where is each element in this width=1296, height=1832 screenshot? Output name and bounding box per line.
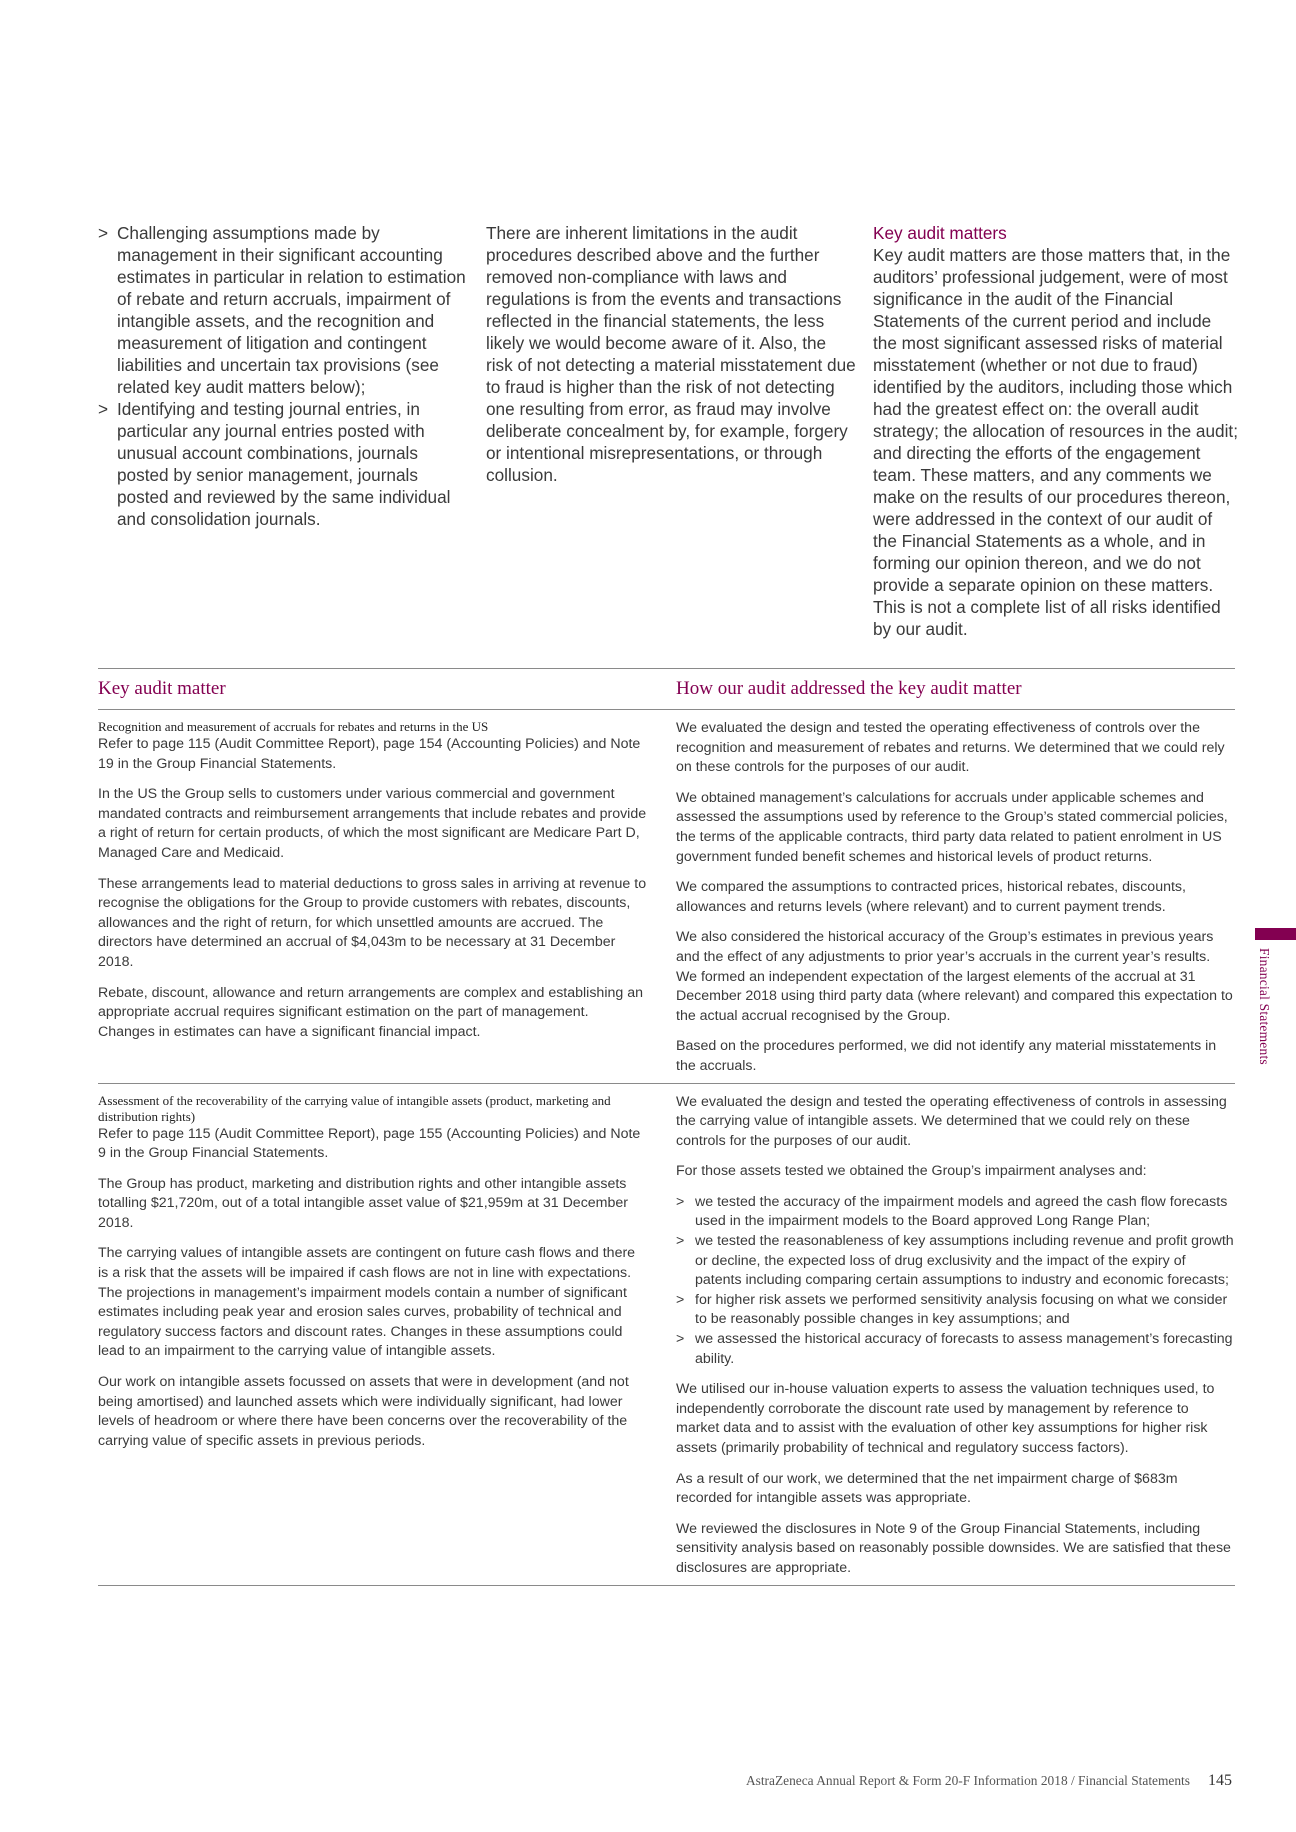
list-item: > for higher risk assets we performed sensitivity analysis focusing on what we consider to be reasonably possible changes in key assumptions; and (676, 1291, 1235, 1330)
table-row (98, 1084, 1235, 1585)
row-1-left-para: Rebate, discount, allowance and return arrangements are complex and establishing an appropriate accrual requires significant estimation on the part of management. Changes in estimates can have a significant financial impact. (98, 984, 643, 1040)
row-1-title: Recognition and measurement of accruals for rebates and returns in the US (98, 719, 489, 734)
table-header-row (98, 669, 1235, 709)
row-2-left-para: The carrying values of intangible assets are contingent on future cash flows and there is a risk that the assets will be impaired if cash flows are not in line with expectations. The projections in management’s impairment models contain a number of significant estimates including peak year and erosion sales curves, probability of technical and regulatory success factors and discount rates. Changes in these assumptions could lead to an impairment to the carrying value of intangible assets. (98, 1245, 636, 1360)
bullet-item: > Challenging assumptions made by management in their significant accounting estimates in particular in relation to estimation of rebate and return accruals, impairment of intangible assets, and the recognition and measurement of litigation and contingent liabilities and uncertain tax provisions (see related key audit matters below); (98, 222, 473, 398)
header-key-audit-matter: Key audit matter (98, 678, 226, 699)
section-tab-marker (1255, 928, 1296, 940)
row-1-left-para: Refer to page 115 (Audit Committee Report), page 154 (Accounting Policies) and Note 19 in the Group Financial Statements. (98, 736, 641, 772)
key-audit-matters-heading: Key audit matters (873, 223, 1007, 243)
row-2-left-cell (98, 1093, 676, 1579)
intro-column-1 (98, 222, 473, 530)
row-2-right-para: We utilised our in-house valuation experts to assess the valuation techniques used, to independently corroborate the discount rate used by management by reference to market data and to assist with the evaluation of other key assumptions for higher risk assets (primarily probability of technical and regulatory success factors). (676, 1381, 1215, 1456)
row-1-right-para: We evaluated the design and tested the operating effectiveness of controls over the recognition and measurement of rebates and returns. We determined that we could rely on these controls for the purposes of our audit. (676, 720, 1225, 776)
row-2-right-para: As a result of our work, we determined that the net impairment charge of $683m recorded for intangible assets was appropriate. (676, 1470, 1178, 1507)
row-2-left-para: Our work on intangible assets focussed on assets that were in development (and not being amortised) and launched assets which were individually significant, had lower levels of headroom or where there have been concerns over the recoverability of the carrying value of specific assets in previous periods. (98, 1374, 629, 1449)
section-tab-label: Financial Statements (1257, 948, 1272, 1065)
row-2-left-para: The Group has product, marketing and distribution rights and other intangible assets totalling $21,720m, out of a total intangible asset value of $21,959m at 31 December 2018. (98, 1175, 629, 1231)
audit-approach-bullets (98, 222, 473, 530)
row-2-right-para: For those assets tested we obtained the Group’s impairment analyses and: (676, 1163, 1147, 1180)
list-item: > we assessed the historical accuracy of forecasts to assess management’s forecasting ability. (676, 1330, 1235, 1369)
key-audit-matter-table (98, 668, 1235, 1586)
row-1-right-para: Based on the procedures performed, we did not identify any material misstatements in the accruals. (676, 1038, 1217, 1074)
row-2-left-para: Refer to page 115 (Audit Committee Report), page 155 (Accounting Policies) and Note 9 in the Group Financial Statements. (98, 1125, 641, 1162)
page-footer (746, 1772, 1232, 1790)
table-row (98, 710, 1235, 1083)
intro-column-2 (486, 222, 856, 486)
list-item: > we tested the reasonableness of key assumptions including revenue and profit growth or decline, the expected loss of drug exclusivity and the impact of the expiry of patents including comparing certain assumptions to industry and economic forecasts; (676, 1232, 1235, 1291)
row-2-right-para: We reviewed the disclosures in Note 9 of the Group Financial Statements, including sensitivity analysis based on reasonably possible downsides. We are satisfied that these disclosures are appropriate. (676, 1520, 1231, 1576)
footer-text: AstraZeneca Annual Report & Form 20-F Information 2018 / Financial Statements (745, 1773, 1190, 1788)
intro-column-3 (873, 222, 1238, 640)
row-1-left-cell (98, 719, 676, 1077)
row-1-left-para: These arrangements lead to material deductions to gross sales in arriving at revenue to recognise the obligations for the Group to provide customers with rebates, discounts, allowances and the right of return, for which unsettled amounts are accrued. The directors have determined an accrual of $4,043m to be necessary at 31 December 2018. (98, 875, 647, 970)
row-1-right-para: We also considered the historical accuracy of the Group’s estimates in previous years and the effect of any adjustments to prior year’s accruals in the current year’s results. We formed an independent expectation of the largest elements of the accrual at 31 December 2018 using third party data (where relevant) and compared this expectation to the actual accrual recognised by the Group. (676, 929, 1233, 1024)
row-1-left-para: In the US the Group sells to customers under various commercial and government mandated contracts and reimbursement arrangements that include rebates and provide a right of return for certain products, of which the most significant are Medicare Part D, Managed Care and Medicaid. (98, 786, 647, 861)
row-1-right-para: We obtained management’s calculations for accruals under applicable schemes and assessed the assumptions used by reference to the Group’s stated commercial policies, the terms of the applicable contracts, third party data related to patient enrolment in US government funded benefit schemes and historical levels of product returns. (676, 789, 1228, 865)
list-item: > we tested the accuracy of the impairment models and agreed the cash flow forecasts used in the impairment models to the Board approved Long Range Plan; (676, 1193, 1235, 1232)
row-2-right-para: We evaluated the design and tested the operating effectiveness of controls in assessing the carrying value of intangible assets. We determined that we could rely on these controls for the purposes of our audit. (676, 1093, 1227, 1149)
row-1-right-para: We compared the assumptions to contracted prices, historical rebates, discounts, allowances and returns levels (where relevant) and to current payment trends. (676, 879, 1186, 915)
row-1-right-cell (676, 719, 1235, 1077)
impairment-procedures-list (676, 1193, 1235, 1369)
header-how-addressed: How our audit addressed the key audit matter (676, 678, 1022, 699)
limitations-paragraph: There are inherent limitations in the audit procedures described above and the further removed non-compliance with laws and regulations is from the events and transactions reflected in the financial statements, the less likely we would become aware of it. Also, the risk of not detecting a material misstatement due to fraud is higher than the risk of not detecting one resulting from error, as fraud may involve deliberate concealment by, for example, forgery or intentional misrepresentations, or through collusion. (486, 223, 856, 485)
table-bottom-rule (98, 1585, 1235, 1586)
page-number: 145 (1208, 1772, 1232, 1789)
row-2-title: Assessment of the recoverability of the carrying value of intangible assets (product, marketing and distribution rights) (98, 1092, 611, 1124)
bullet-item: > Identifying and testing journal entries, in particular any journal entries posted with unusual account combinations, journals posted by senior management, journals posted and reviewed by the same individual and consolidation journals. (98, 398, 473, 530)
key-audit-matters-paragraph: Key audit matters are those matters that, in the auditors’ professional judgement, were of most significance in the audit of the Financial Statements of the current period and include the most significant assessed risks of material misstatement (whether or not due to fraud) identified by the auditors, including those which had the greatest effect on: the overall audit strategy; the allocation of resources in the audit; and directing the efforts of the engagement team. These matters, and any comments we make on the results of our procedures thereon, were addressed in the context of our audit of the Financial Statements as a whole, and in forming our opinion thereon, and we do not provide a separate opinion on these matters. This is not a complete list of all risks identified by our audit. (873, 245, 1238, 639)
row-2-right-cell (676, 1093, 1235, 1579)
